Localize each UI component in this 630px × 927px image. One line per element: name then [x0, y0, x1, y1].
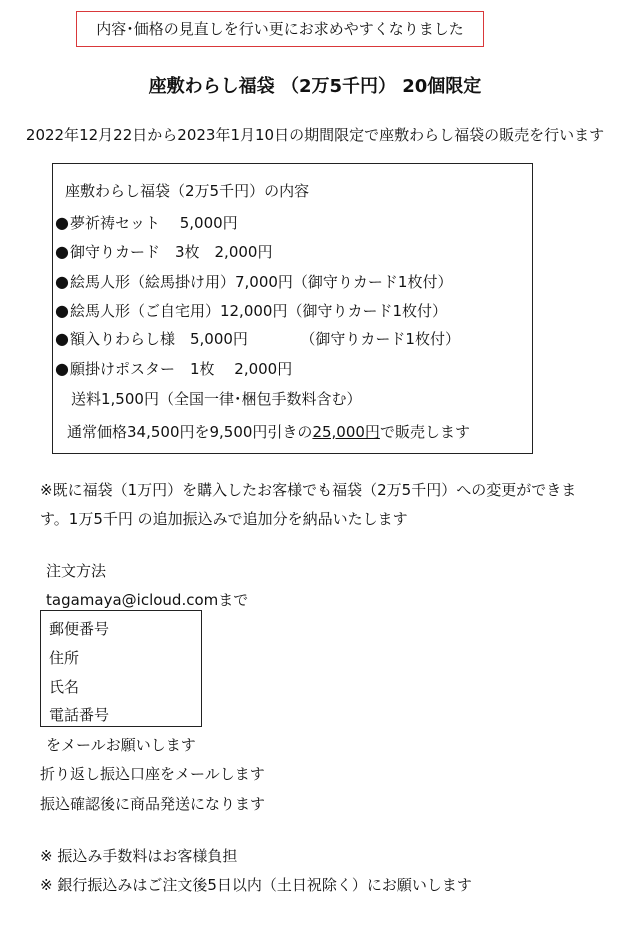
- contents-heading: 座敷わらし福袋（2万5千円）の内容: [65, 182, 310, 200]
- item-text: 絵馬人形（絵馬掛け用）7,000円（御守りカード1枚付）: [69, 273, 453, 291]
- upgrade-note: ※既に福袋（1万円）を購入したお客様でも福袋（2万5千円）への変更ができます。1万5千円 の追加振込みで追加分を納品いたします: [40, 481, 577, 528]
- bullet-icon: ●: [55, 272, 69, 291]
- order-heading: 注文方法: [46, 562, 107, 580]
- list-item: [55, 271, 452, 292]
- bullet-icon: ●: [55, 329, 69, 348]
- order-shipping: 振込確認後に商品発送になります: [40, 795, 266, 813]
- shipping-fee: 送料1,500円（全国一律･梱包手数料含む）: [71, 390, 362, 408]
- price-text: 通常価格34,500円を9,500円引きの: [67, 423, 313, 441]
- order-email: tagamaya@icloud.comまで: [46, 591, 249, 609]
- bullet-icon: ●: [55, 301, 69, 320]
- item-text: 願掛けポスター 1枚 2,000円: [69, 360, 293, 378]
- list-item: [55, 358, 292, 379]
- price-line: [67, 421, 470, 442]
- sale-period-text: 2022年12月22日から2023年1月10日の期間限定で座敷わらし福袋の販売を行います: [25, 126, 605, 144]
- list-item: [55, 212, 238, 233]
- bullet-icon: ●: [55, 242, 69, 261]
- order-request: をメールお願いします: [46, 736, 196, 754]
- item-text: 額入りわらし様 5,000円 （御守りカード1枚付）: [69, 330, 460, 348]
- item-text: 御守りカード 3枚 2,000円: [69, 243, 273, 261]
- contents-box: [52, 163, 533, 454]
- required-fields-box: [40, 610, 202, 727]
- price-text: で販売します: [379, 423, 470, 441]
- list-item: [55, 300, 447, 321]
- item-text: 夢祈祷セット 5,000円: [69, 214, 238, 232]
- sale-price: 25,000円: [312, 423, 380, 441]
- list-item: [55, 328, 460, 349]
- notice-banner: 内容･価格の見直しを行い更にお求めやすくなりました: [76, 11, 484, 47]
- field-name: 氏名: [49, 678, 80, 696]
- footnote-fee: ※ 振込み手数料はお客様負担: [40, 847, 238, 865]
- field-postal-code: 郵便番号: [49, 620, 110, 638]
- page-title: 座敷わらし福袋 （2万5千円） 20個限定: [148, 76, 482, 97]
- order-reply: 折り返し振込口座をメールします: [40, 765, 265, 783]
- bullet-icon: ●: [55, 359, 69, 378]
- bullet-icon: ●: [55, 213, 69, 232]
- field-phone: 電話番号: [49, 706, 110, 724]
- item-text: 絵馬人形（ご自宅用）12,000円（御守りカード1枚付）: [69, 302, 447, 320]
- field-address: 住所: [49, 649, 80, 667]
- list-item: [55, 241, 272, 262]
- footnote-deadline: ※ 銀行振込みはご注文後5日以内（土日祝除く）にお願いします: [40, 876, 472, 894]
